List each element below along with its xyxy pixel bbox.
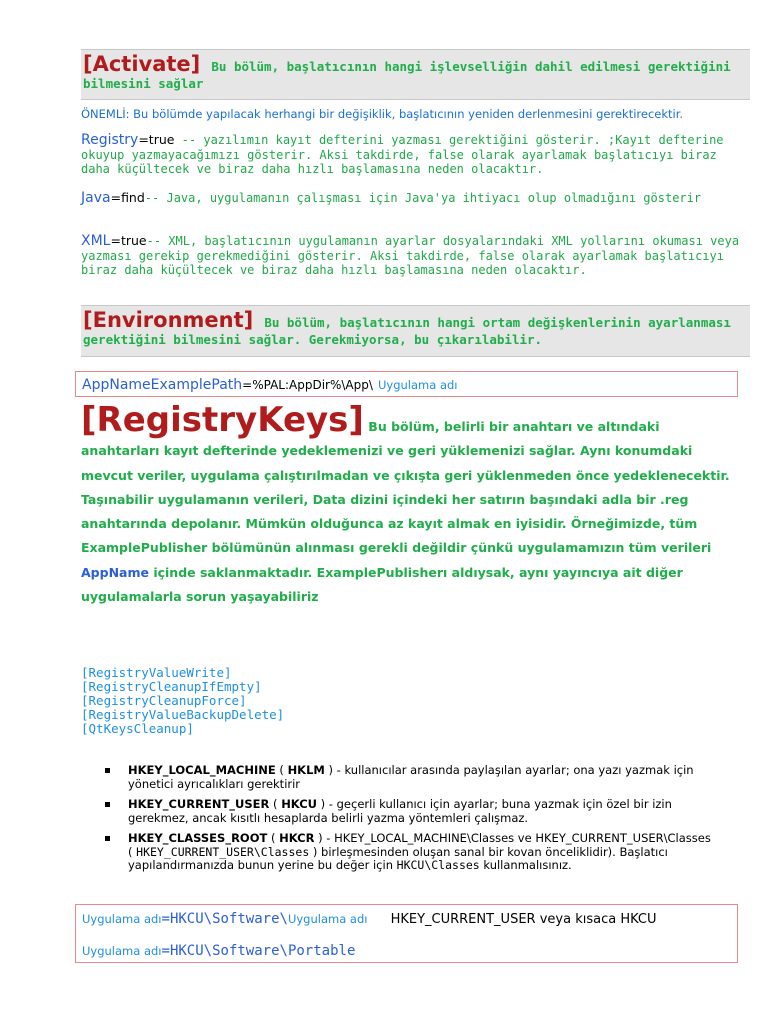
activate-section-header (81, 49, 750, 100)
setting-key: Registry (81, 132, 139, 148)
setting-java: Java=find-- Java, uygulamanın çalışması için Java'ya ihtiyacı olup olmadığını gösterir (81, 190, 702, 206)
hkcu-note: HKEY_CURRENT_USER veya kısaca HKCU (390, 912, 657, 927)
setting-xml: XML=true-- XML, başlatıcının uygulamanın ayarlar dosyalarındaki XML yollarını okuması veya yazması gerekip gerekmediğini gösterir. Aksi takdirde, false olarak ayarlamak başlatıcıyı biraz daha küçültecek ve biraz daha hızlı başlamasına neden olacaktır. (81, 233, 740, 277)
hkcu-path-box (75, 904, 738, 963)
sub-sections-list (81, 666, 284, 736)
activate-description: Bu bölüm, başlatıcının hangi işlevselliğin dahil edilmesi gerektiğini (211, 59, 731, 74)
env-entry-box (75, 371, 738, 397)
setting-key: XML (81, 233, 111, 249)
setting-key: Java (81, 190, 111, 206)
setting-value: true (120, 233, 147, 248)
appname-inline: AppName (81, 564, 149, 580)
sub-section-item: [RegistryCleanupIfEmpty] (81, 679, 262, 694)
environment-section-header (81, 305, 750, 357)
hive-bullet-list (103, 764, 713, 880)
hkcu-path-line: Uygulama adı=HKCU\Software\Uygulama adı HKEY_CURRENT_USER veya kısaca HKCU (82, 911, 657, 927)
portable-path: =HKCU\Software\Portable (161, 943, 356, 959)
important-note: ÖNEMLİ: Bu bölümde yapılacak herhangi bir değişiklik, başlatıcının yeniden derlenmesini gerektirecektir. (81, 107, 684, 121)
env-entry-value: =%PAL:AppDir%\App\ (242, 378, 373, 392)
setting-value: true (148, 132, 175, 147)
setting-description: -- Java, uygulamanın çalışması için Java'ya ihtiyacı olup olmadığını gösterir (144, 191, 702, 205)
sub-section-item: [RegistryValueBackupDelete] (81, 707, 285, 722)
portable-path-line: Uygulama adı=HKCU\Software\Portable (82, 943, 356, 959)
registry-keys-section (81, 400, 736, 609)
list-item: HKEY_LOCAL_MACHINE ( HKLM ) - kullanıcılar arasında paylaşılan ayarlar; ona yazı yazmak için yönetici ayrıcalıkları gerektirir (103, 764, 713, 791)
sub-section-item: [RegistryValueWrite] (81, 665, 232, 680)
env-entry-hint: Uygulama adı (378, 378, 458, 392)
environment-description-cont: gerektiğini bilmesini sağlar. Gerekmiyorsa, bu çıkarılabilir. (83, 332, 543, 347)
list-item: HKEY_CLASSES_ROOT ( HKCR ) - HKEY_LOCAL_MACHINE\Classes ve HKEY_CURRENT_USER\Classes ( HKEY_CURRENT_USER\Classes ) birleşmesinden oluşan sanal bir kovan önceliklidir). Başlatıcı yapılandırmanızda bunun yerine bu değer için HKCU\Classes kullanmalısınız. (103, 832, 713, 873)
bullet-icon (105, 768, 110, 773)
environment-title: [Environment] (83, 308, 254, 332)
activate-description-cont: bilmesini sağlar (83, 76, 204, 91)
bullet-icon (105, 802, 110, 807)
list-item: HKEY_CURRENT_USER ( HKCU ) - geçerli kullanıcı için ayarlar; buna yazmak için özel bir izin gerekmez, ancak kısıtlı hesaplarda belirli yazma yöntemleri çalışmaz. (103, 798, 713, 825)
setting-value: find (121, 190, 145, 205)
setting-registry: Registry=true -- yazılımın kayıt defterini yazması gerektiğini gösterir. ;Kayıt defterine okuyup yazmayacağımızı gösterir. Aksi takdirde, false olarak ayarlamak başlatıcıyı biraz daha küçültecek ve biraz daha hızlı başlamasına neden olacaktır. (81, 132, 724, 176)
registry-keys-description: Bu bölüm, belirli bir anahtarı ve altındaki anahtarları kayıt defterinde yedeklemenizi ve geri yüklemenizi sağlar. Aynı konumdaki mevcut veriler, uygulama çalıştırılmadan ve çıkışta geri yüklenmeden önce yedeklenecektir. Taşınabilir uygulamanın verileri, Data dizini içindeki her satırın başındaki adla bir .reg anahtarında depolanır. Mümkün olduğunca az kayıt almak en iyisidir. Örneğimizde, tüm ExamplePublisher bölümünün alınması gerekli değildir çünkü uygulamamızın tüm verileri (81, 419, 730, 556)
registry-keys-description-end: içinde saklanmaktadır. ExamplePublisherı aldıysak, aynı yayıncıya ait diğer uygulamalarla sorun yaşayabiliriz (81, 564, 683, 605)
environment-description: Bu bölüm, başlatıcının hangi ortam değişkenlerinin ayarlanması (264, 315, 731, 330)
hkcu-path: =HKCU\Software\ (161, 911, 288, 927)
registry-keys-title: [RegistryKeys] (81, 400, 364, 440)
sub-section-item: [QtKeysCleanup] (81, 721, 194, 736)
bullet-icon (105, 836, 110, 841)
sub-section-item: [RegistryCleanupForce] (81, 693, 247, 708)
env-entry-key: AppNameExamplePath (82, 377, 243, 393)
activate-title: [Activate] (83, 52, 201, 76)
setting-description: -- yazılımın kayıt defterini yazması gerektiğini gösterir. ;Kayıt defterine okuyup yazmayacağımızı gösterir. Aksi takdirde, false olarak ayarlamak başlatıcıyı biraz daha küçültecek ve biraz daha hızlı başlamasına neden olacaktır. (81, 133, 724, 176)
setting-description: -- XML, başlatıcının uygulamanın ayarlar dosyalarındaki XML yollarını okuması veya yazması gerekip gerekmediğini gösterir. Aksi takdirde, false olarak ayarlamak başlatıcıyı biraz daha küçültecek ve biraz daha hızlı başlamasına neden olacaktır. (81, 234, 740, 277)
